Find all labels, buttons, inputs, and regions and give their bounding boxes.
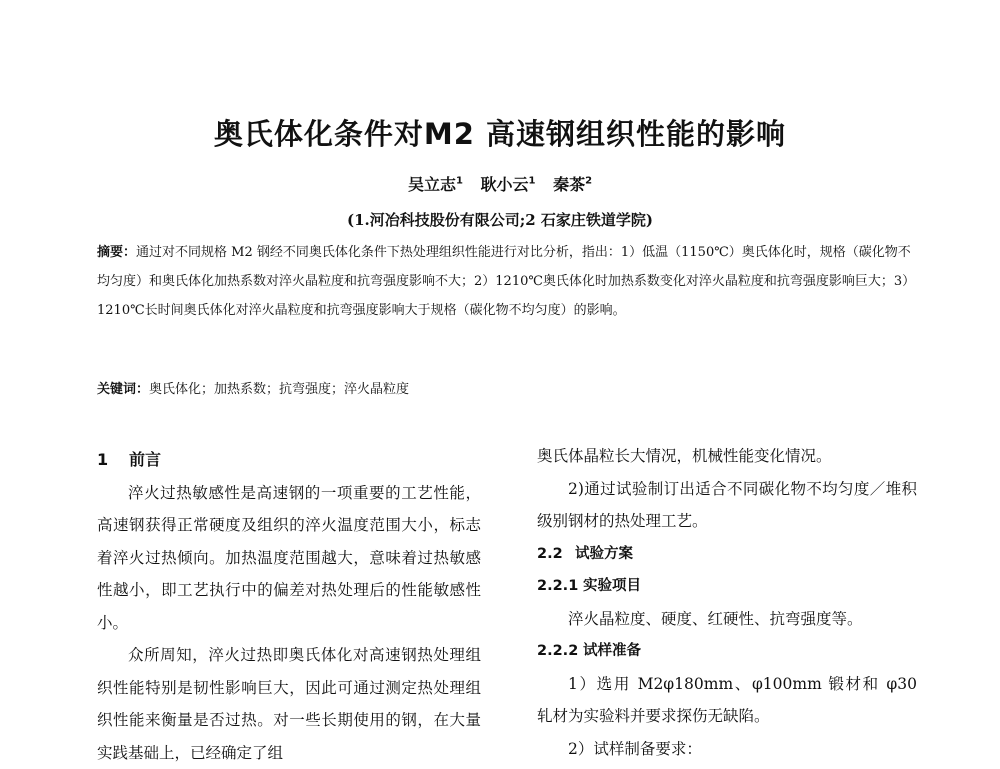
subsection-number: 2.2 [537,545,563,562]
body-paragraph: 淬火晶粒度、硬度、红硬性、抗弯强度等。 [568,609,863,628]
abstract-text: 通过对不同规格 M2 钢经不同奥氏体化条件下热处理组织性能进行对比分析，指出：1）低温（1150℃）奥氏体化时，规格（碳化物不均匀度）和奥氏体化加热系数对淬火晶粒度和抗弯强度影响不大；2）1210℃奥氏体化时加热系数变化对淬火晶粒度和抗弯强度影响巨大；3）1210℃长时间奥氏体化对淬火晶粒度和抗弯强度影响大于规格（碳化物不均匀度）的影响。 [97,245,916,318]
paper-title: 奥氏体化条件对M2 高速钢组织性能的影响 [213,117,787,151]
subsection-heading-sample-prep [537,635,917,668]
body-paragraph: 奥氏体晶粒长大情况，机械性能变化情况。 [537,447,832,465]
author [408,175,463,194]
subsection-number: 2.2.1 [537,578,579,594]
subsection-title: 试样准备 [583,643,641,659]
body-paragraph: 淬火过热敏感性是高速钢的一项重要的工艺性能，高速钢获得正常硬度及组织的淬火温度范围大小，标志着淬火过热倾向。加热温度范围越大，意味着过热敏感性越小，即工艺执行中的偏差对热处理后的性能敏感性小。 [97,483,481,632]
subsection-number: 2.2.2 [537,643,579,659]
body-paragraph: 1）选用 M2φ180mm、φ100mm 锻材和 φ30 轧材为实验料并要求探伤无缺陷。 [537,674,917,725]
author [481,175,536,194]
author-name: 秦茶 [553,175,586,194]
abstract-label: 摘要： [97,245,137,260]
author-list [0,172,1000,195]
right-column [537,440,917,765]
affiliations: (1.河冶科技股份有限公司;2 石家庄铁道学院) [346,211,654,229]
author [553,175,592,194]
subsection-title: 实验项目 [583,578,641,594]
author-name: 耿小云 [480,175,529,194]
left-column [97,444,481,769]
body-paragraph: 2）试样制备要求： [568,739,702,758]
section-heading-introduction [97,444,481,477]
author-affiliation-mark: 1 [455,175,463,187]
section-title: 前言 [129,450,162,469]
keywords-text: 奥氏体化；加热系数；抗弯强度；淬火晶粒度 [149,382,410,397]
body-paragraph: 众所周知，淬火过热即奥氏体化对高速钢热处理组织性能特别是韧性影响巨大，因此可通过测定热处理组织性能来衡量是否过热。对一些长期使用的钢，在大量实践基础上，已经确定了组 [97,646,481,762]
subsection-heading-test-plan [537,538,917,571]
author-affiliation-mark: 2 [585,175,593,187]
subsection-heading-test-items [537,570,917,603]
author-affiliation-mark: 1 [528,175,536,187]
author-name: 吴立志 [407,175,456,194]
abstract [97,238,917,325]
keywords-label: 关键词： [97,382,150,397]
keywords [97,376,917,404]
subsection-title: 试验方案 [575,545,633,562]
body-paragraph: 2)通过试验制订出适合不同碳化物不均匀度／堆积级别钢材的热处理工艺。 [537,479,917,530]
section-number: 1 [97,450,109,469]
